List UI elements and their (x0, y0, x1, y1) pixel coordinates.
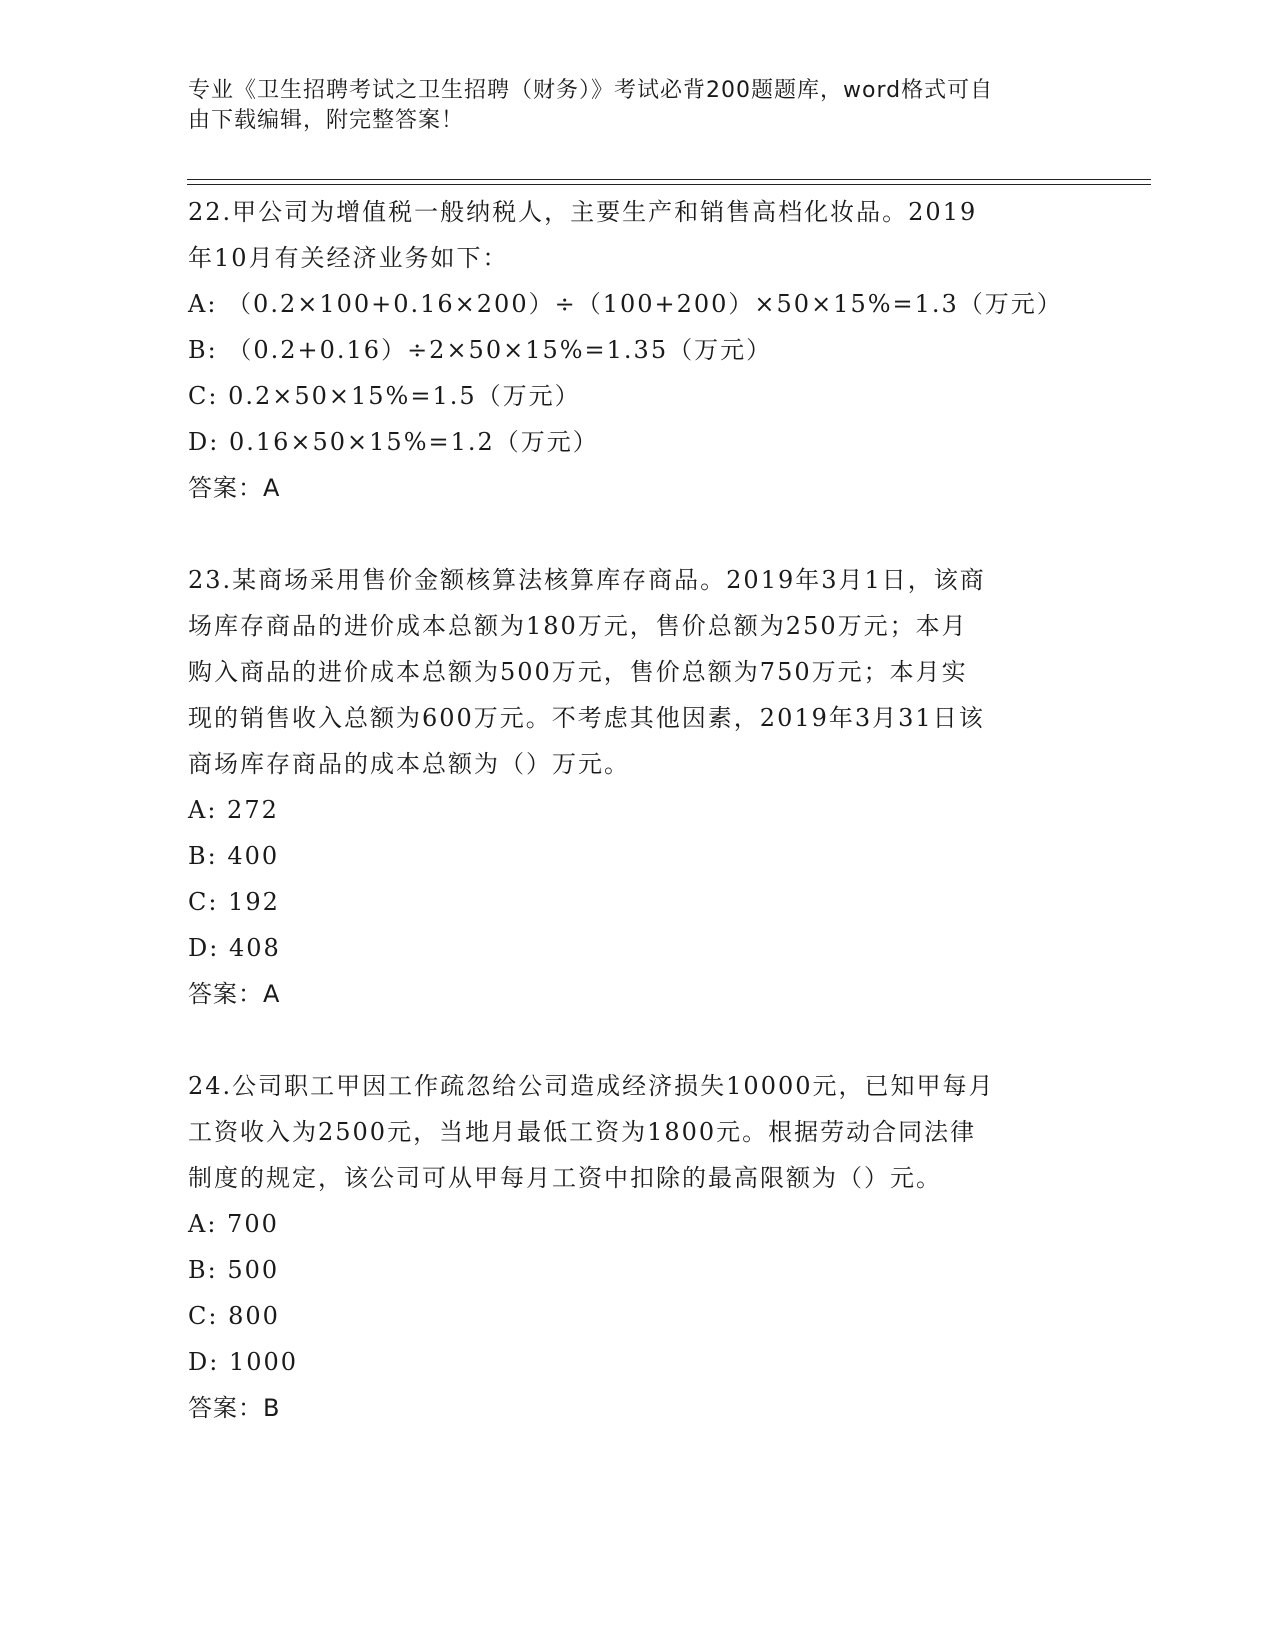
document-header (188, 76, 1068, 136)
question-stem-line: 场库存商品的进价成本总额为180万元，售价总额为250万元；本月 (188, 612, 968, 640)
header-divider-bottom (187, 184, 1151, 185)
question-stem-line: 22.甲公司为增值税一般纳税人，主要生产和销售高档化妆品。2019 (188, 198, 978, 226)
option-b: B: （0.2+0.16）÷2×50×15%=1.35（万元） (188, 336, 773, 364)
question-stem-line: 现的销售收入总额为600万元。不考虑其他因素，2019年3月31日该 (188, 704, 985, 732)
header-line-2: 由下载编辑，附完整答案！ (188, 108, 465, 133)
option-d: D: 408 (188, 934, 281, 962)
option-a: A: （0.2×100+0.16×200）÷（100+200）×50×15%=1.3（万元） (188, 290, 1063, 318)
question-stem-line: 24.公司职工甲因工作疏忽给公司造成经济损失10000元，已知甲每月 (188, 1072, 995, 1100)
answer-line: 答案：B (188, 1394, 281, 1422)
option-b: B: 500 (188, 1256, 280, 1284)
question-22 (188, 189, 1088, 511)
question-list (188, 189, 1088, 1431)
option-c: C: 0.2×50×15%=1.5（万元） (188, 382, 581, 410)
option-d: D: 1000 (188, 1348, 299, 1376)
option-b: B: 400 (188, 842, 280, 870)
question-24 (188, 1063, 1088, 1431)
answer-line: 答案：A (188, 474, 281, 502)
question-spacer (188, 511, 1088, 557)
question-stem-line: 工资收入为2500元，当地月最低工资为1800元。根据劳动合同法律 (188, 1118, 977, 1146)
option-c: C: 192 (188, 888, 280, 916)
question-stem-line: 23.某商场采用售价金额核算法核算库存商品。2019年3月1日，该商 (188, 566, 986, 594)
header-line-1: 专业《卫生招聘考试之卫生招聘（财务）》考试必背200题题库，word格式可自 (188, 78, 994, 103)
question-23 (188, 557, 1088, 1017)
option-a: A: 272 (188, 796, 279, 824)
question-stem-line: 购入商品的进价成本总额为500万元，售价总额为750万元；本月实 (188, 658, 968, 686)
answer-line: 答案：A (188, 980, 281, 1008)
question-stem-line: 商场库存商品的成本总额为（）万元。 (188, 750, 630, 778)
option-c: C: 800 (188, 1302, 280, 1330)
question-spacer (188, 1017, 1088, 1063)
question-stem-line: 制度的规定，该公司可从甲每月工资中扣除的最高限额为（）元。 (188, 1164, 942, 1192)
header-divider-top (187, 179, 1151, 180)
option-a: A: 700 (188, 1210, 279, 1238)
option-d: D: 0.16×50×15%=1.2（万元） (188, 428, 599, 456)
question-stem-line: 年10月有关经济业务如下： (188, 244, 509, 272)
